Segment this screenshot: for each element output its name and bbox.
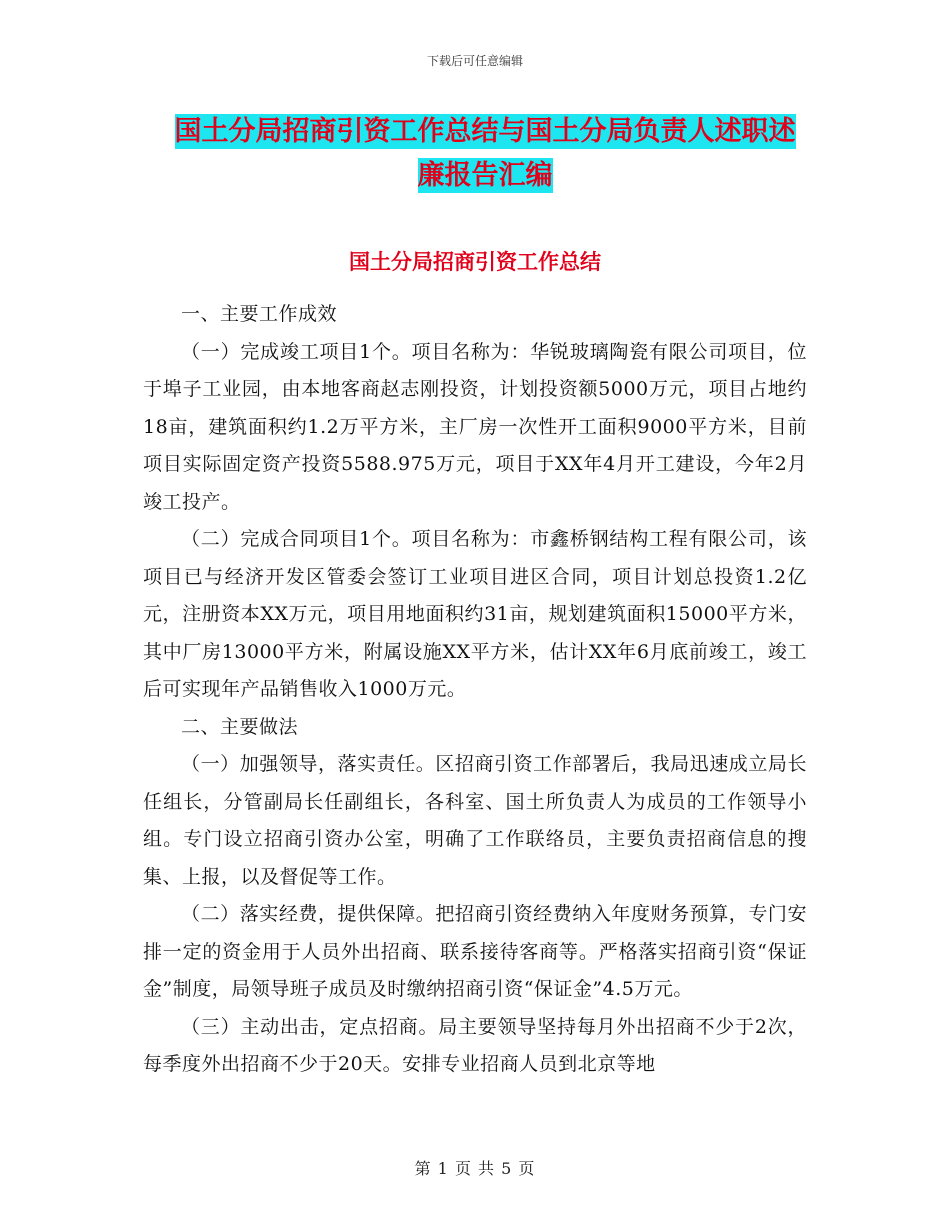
- paragraph-contract-project: （二）完成合同项目1个。项目名称为：市鑫桥钢结构工程有限公司，该项目已与经济开发区管委会签订工业项目进区合同，项目计划总投资1.2亿元，注册资本XX万元，项目用地面积约31亩，规划建筑面积15000平方米，其中厂房13000平方米，附属设施XX平方米，估计XX年6月底前竣工，竣工后可实现年产品销售收入1000万元。: [143, 528, 807, 700]
- heading-main-achievements: 一、主要工作成效: [181, 303, 338, 325]
- paragraph-leadership: （一）加强领导，落实责任。区招商引资工作部署后，我局迅速成立局长任组长，分管副局长任副组长，各科室、国土所负责人为成员的工作领导小组。专门设立招商引资办公室，明确了工作联络员，主要负责招商信息的搜集、上报，以及督促等工作。: [143, 753, 807, 888]
- page-header-note: 下载后可任意编辑: [426, 54, 523, 68]
- document-title-line-1: 国土分局招商引资工作总结与国土分局负责人述职述: [174, 116, 796, 147]
- paragraph-completed-project: （一）完成竣工项目1个。项目名称为：华锐玻璃陶瓷有限公司项目，位于埠子工业园，由本地客商赵志刚投资，计划投资额5000万元，项目占地约18亩，建筑面积约1.2万平方米，主厂房一次性开工面积9000平方米，目前项目实际固定资产投资5588.975万元，项目于XX年4月开工建设，今年2月竣工投产。: [143, 340, 807, 513]
- paragraph-funding: （二）落实经费，提供保障。把招商引资经费纳入年度财务预算，专门安排一定的资金用于人员外出招商、联系接待客商等。严格落实招商引资“保证金”制度，局领导班子成员及时缴纳招商引资“保证金”4.5万元。: [143, 903, 807, 1000]
- document-title: [140, 110, 830, 198]
- page-number: 第 1 页 共 5 页: [414, 1159, 536, 1178]
- heading-main-methods: 二、主要做法: [181, 715, 299, 738]
- document-body: [143, 296, 807, 1084]
- document-title-line-2: 廉报告汇编: [417, 160, 553, 191]
- section-title: 国土分局招商引资工作总结: [349, 250, 601, 274]
- paragraph-outreach: （三）主动出击，定点招商。局主要领导坚持每月外出招商不少于2次，每季度外出招商不少于20天。安排专业招商人员到北京等地: [143, 1015, 807, 1075]
